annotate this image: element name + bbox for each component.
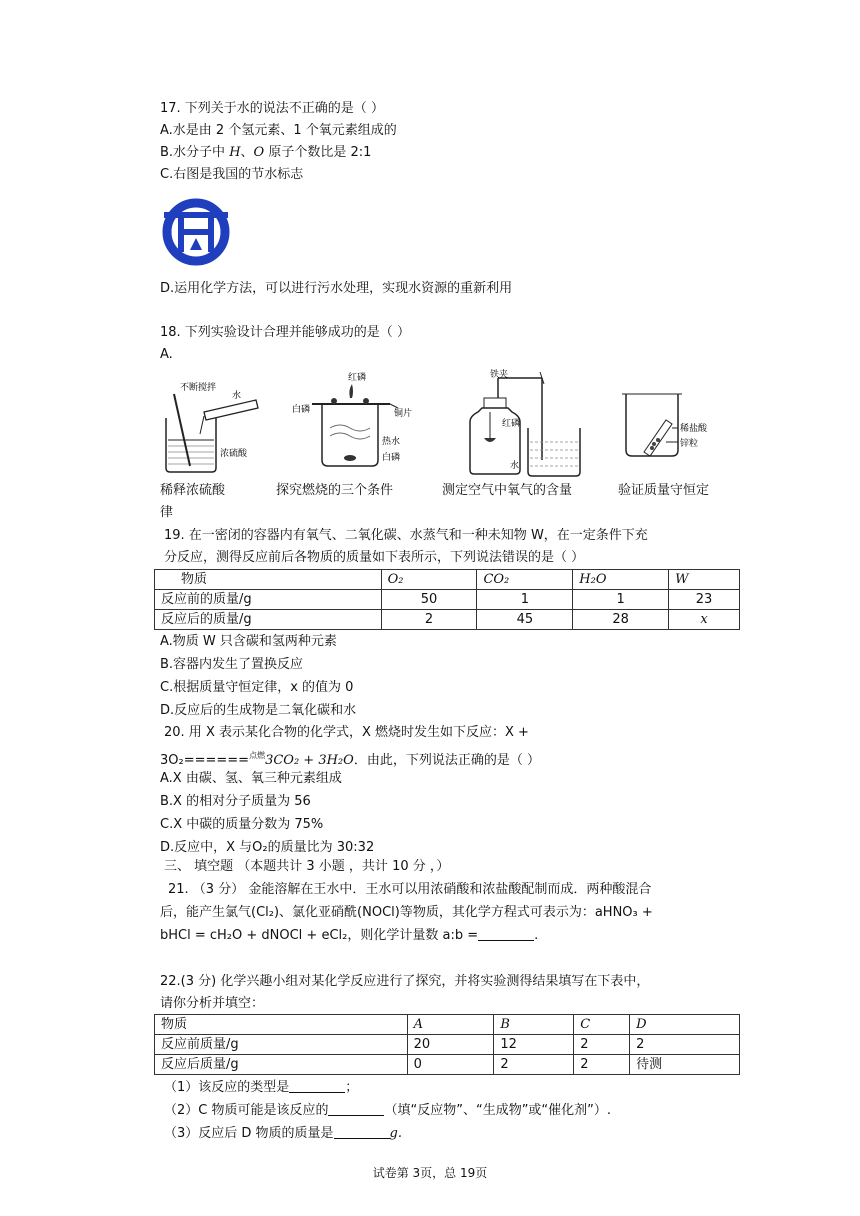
q22-header-cell: C (574, 1015, 630, 1035)
q22-line-2: 请你分析并填空： (160, 996, 265, 1011)
exp-caption-2: 探究燃烧的三个条件 (276, 483, 394, 498)
table-cell: 待测 (630, 1055, 740, 1075)
exp4-label-zinc: 锌粒 (680, 439, 699, 449)
exp4-label-hcl: 稀盐酸 (680, 424, 708, 434)
table-cell: 2 (574, 1035, 630, 1055)
q19-header-cell: 物质 (155, 570, 382, 590)
q22-sub-3: （3）反应后 D 物质的质量是 g. (164, 1126, 403, 1141)
q20-option-c: C.X 中碳的质量分数为 75% (160, 817, 324, 832)
oxygen-content-figure (460, 368, 590, 480)
exp1-label-acid: 浓硫酸 (220, 449, 248, 459)
q19-option-c: C.根据质量守恒定律，x 的值为 0 (160, 680, 354, 695)
q20-option-a: A.X 由碳、氢、氧三种元素组成 (160, 771, 342, 786)
q21-line-3: bHCl = cH₂O + dNOCl + eCl₂，则化学计量数 a:b = . (160, 928, 539, 943)
q22-header-cell: A (407, 1015, 494, 1035)
q22-table (154, 1014, 740, 1075)
q20-stem-1: 20. 用 X 表示某化合物的化学式，X 燃烧时发生如下反应：X + (164, 725, 529, 740)
q19-table-header-row (155, 570, 740, 590)
table-cell: x (669, 610, 740, 630)
table-cell: 2 (574, 1055, 630, 1075)
exp1-label-water: 水 (232, 391, 242, 401)
q22-sub-2: （2）C 物质可能是该反应的 （填“反应物”、“生成物”或“催化剂”）. (164, 1103, 612, 1118)
exp2-label-hot-water: 热水 (382, 437, 401, 447)
q17-option-c: C.右图是我国的节水标志 (160, 167, 304, 182)
table-cell: 2 (381, 610, 477, 630)
exp2-label-white-p-2: 白磷 (382, 453, 401, 463)
table-cell: 2 (494, 1055, 574, 1075)
table-cell: 28 (573, 610, 669, 630)
table-cell: 0 (407, 1055, 494, 1075)
q21-answer-blank[interactable] (478, 927, 534, 941)
q22-blank-3[interactable] (334, 1125, 390, 1139)
q21-line-1: 21. （3 分） 金能溶解在王水中．王水可以用浓硝酸和浓盐酸配制而成．两种酸混合 (168, 882, 652, 897)
water-saving-logo (160, 198, 232, 266)
q20-option-d: D.反应中，X 与O₂的质量比为 30:32 (160, 840, 375, 855)
table-cell: 20 (407, 1035, 494, 1055)
combustion-conditions-figure (290, 368, 420, 478)
exp-caption-wrap: 律 (160, 505, 174, 520)
table-cell: 45 (477, 610, 573, 630)
exp1-label-stir: 不断搅拌 (180, 383, 217, 393)
q22-header-cell: B (494, 1015, 574, 1035)
table-cell: 2 (630, 1035, 740, 1055)
q22-table-header-row (155, 1015, 740, 1035)
q19-option-a: A.物质 W 只含碳和氢两种元素 (160, 634, 337, 649)
table-row (155, 1035, 740, 1055)
q17-stem: 17. 下列关于水的说法不正确的是（ ） (160, 101, 384, 116)
table-row (155, 610, 740, 630)
q18-option-a: A. (160, 347, 173, 362)
exp2-label-copper: 铜片 (394, 409, 413, 419)
table-row (155, 590, 740, 610)
q17-option-b: B.水分子中 H、O 原子个数比是 2:1 (160, 145, 372, 160)
q22-header-cell: D (630, 1015, 740, 1035)
q21-line-2: 后，能产生氯气(Cl₂)、氯化亚硝酰(NOCl)等物质，其化学方程式可表示为：aHNO₃ + (160, 905, 653, 920)
q20-condition: 点燃 (249, 751, 266, 760)
exp-caption-1: 稀释浓硫酸 (160, 483, 226, 498)
exp-caption-3: 测定空气中氧气的含量 (442, 483, 573, 498)
q19-header-cell: H₂O (573, 570, 669, 590)
table-cell: 1 (573, 590, 669, 610)
q19-stem-2: 分反应，测得反应前后各物质的质量如下表所示，下列说法错误的是（ ） (164, 550, 585, 565)
q19-stem-1: 19. 在一密闭的容器内有氧气、二氧化碳、水蒸气和一种未知物 W，在一定条件下充 (164, 528, 648, 543)
q19-option-d: D.反应后的生成物是二氧化碳和水 (160, 703, 357, 718)
q19-header-cell: O₂ (381, 570, 477, 590)
table-cell: 反应前的质量/g (155, 590, 382, 610)
q19-header-cell: CO₂ (477, 570, 573, 590)
dilute-sulfuric-acid-figure (160, 368, 270, 478)
exp-caption-4: 验证质量守恒定 (618, 483, 710, 498)
q19-table (154, 569, 740, 630)
q22-sub-1: （1）该反应的类型是 ； (164, 1080, 359, 1095)
section-3-heading: 三、 填空题 （本题共计 3 小题 ，共计 10 分 ，） (164, 859, 450, 874)
table-cell: 反应前质量/g (155, 1035, 408, 1055)
table-cell: 50 (381, 590, 477, 610)
exp2-label-white-p: 白磷 (292, 405, 311, 415)
q22-blank-2[interactable] (328, 1102, 384, 1116)
table-cell: 1 (477, 590, 573, 610)
mass-conservation-figure (620, 368, 730, 478)
exp2-label-red-p: 红磷 (348, 373, 367, 383)
q19-header-cell: W (669, 570, 740, 590)
table-row (155, 1055, 740, 1075)
exp3-label-water: 水 (510, 461, 520, 471)
page-footer: 试卷第 3页，总 19页 (372, 1166, 488, 1180)
q20-option-b: B.X 的相对分子质量为 56 (160, 794, 311, 809)
table-cell: 反应后质量/g (155, 1055, 408, 1075)
q17-option-d: D.运用化学方法，可以进行污水处理，实现水资源的重新利用 (160, 281, 513, 296)
q20-equation: 3O₂======$^{点燃}$3CO₂ + 3H₂O．由此，下列说法正确的是（ ） (160, 751, 540, 768)
q22-line-1: 22.(3 分) 化学兴趣小组对某化学反应进行了探究，并将实验测得结果填写在下表中， (160, 974, 650, 989)
table-cell: 12 (494, 1035, 574, 1055)
q18-stem: 18. 下列实验设计合理并能够成功的是（ ） (160, 325, 410, 340)
q22-blank-1[interactable] (289, 1079, 345, 1093)
table-cell: 23 (669, 590, 740, 610)
q22-header-cell: 物质 (155, 1015, 408, 1035)
exp3-label-red-p: 红磷 (502, 419, 521, 429)
exp3-label-clamp: 铁夹 (490, 370, 509, 380)
q19-option-b: B.容器内发生了置换反应 (160, 657, 304, 672)
table-cell: 反应后的质量/g (155, 610, 382, 630)
q17-option-a: A.水是由 2 个氢元素、1 个氧元素组成的 (160, 123, 397, 138)
